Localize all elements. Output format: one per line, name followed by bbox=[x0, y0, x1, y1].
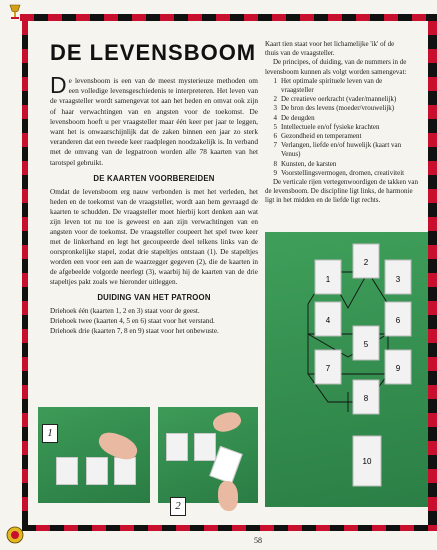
drop-cap: D bbox=[50, 72, 67, 98]
triangle-line-2: Driehoek twee (kaarten 4, 5 en 6) staat voor het verstand. bbox=[50, 316, 215, 325]
closing-text-line: De verticale rijen vertegenwoordigen de takken van bbox=[273, 178, 418, 187]
right-text-line: De principes, of duiding, van de nummers in de bbox=[273, 58, 407, 67]
list-item: 8 Kunsten, de karsten bbox=[273, 159, 337, 168]
page-number: 58 bbox=[254, 536, 262, 545]
right-text-line: thuis van de vraagsteller. bbox=[265, 49, 335, 58]
left-column bbox=[50, 40, 258, 336]
frame-border-right bbox=[428, 21, 437, 525]
right-text-line: levensboom kunnen als volgt worden samengevat: bbox=[265, 67, 407, 76]
section-heading-interpretation: DUIDING VAN HET PATROON bbox=[97, 292, 211, 302]
tarot-card-7 bbox=[315, 350, 341, 384]
list-item: 4 De deugden bbox=[273, 113, 315, 122]
list-item: 5 Intellectuele en/of fysieke krachten bbox=[273, 122, 380, 131]
tarot-card-4 bbox=[315, 302, 341, 336]
tarot-card-8 bbox=[353, 380, 379, 414]
closing-text-line: de levensboom. De discipline ligt links, de harmonie bbox=[265, 187, 413, 196]
triangle-line-3: Driehoek drie (kaarten 7, 8 en 9) staat voor het onbewuste. bbox=[50, 326, 219, 335]
svg-text:3: 3 bbox=[395, 275, 401, 284]
numbered-list bbox=[265, 77, 428, 178]
step-label-2: 2 bbox=[170, 497, 186, 516]
svg-text:2: 2 bbox=[363, 258, 369, 267]
hand-illustration bbox=[211, 409, 243, 435]
section-heading-preparation: DE KAARTEN VOORBEREIDEN bbox=[93, 173, 215, 183]
photo-cutting-deck bbox=[38, 407, 150, 503]
goblet-icon bbox=[8, 4, 22, 20]
tarot-card-2 bbox=[353, 244, 379, 278]
closing-text-line: ligt in het midden en de liefde ligt rechts. bbox=[265, 196, 381, 205]
frame-border-bottom bbox=[22, 525, 437, 531]
frame-border-top bbox=[20, 14, 437, 21]
hand-illustration bbox=[218, 481, 238, 511]
list-item: 6 Gezondheid en temperament bbox=[273, 132, 362, 141]
tree-of-life-layout-photo bbox=[265, 232, 428, 507]
right-text-line: Kaart tien staat voor het lichamelijke 'ik' of de bbox=[265, 40, 395, 48]
tarot-card-3 bbox=[385, 260, 411, 294]
svg-text:5: 5 bbox=[363, 340, 369, 349]
card-pile bbox=[114, 457, 136, 485]
svg-text:8: 8 bbox=[363, 394, 369, 403]
list-item: 3 De bron des levens (moeder/vrouwelijk) bbox=[273, 104, 395, 113]
tarot-card-6 bbox=[385, 302, 411, 336]
card-pile bbox=[56, 457, 78, 485]
intro-text: e levensboom is een van de meest mysterieuze methoden om een volledige levensgeschiedenis te interpreteren. Het leven van de vraagsteller wordt samengevat tot aan het heden en omvat ook zijn of haar verwachtingen van en angsten voor de toekomst. De levensboom hoeft u per vraagsteller maar één keer per jaar te leggen, want het is onwaarschijnlijk dat de zaken binnen een jaar zo sterk veranderen dat een tweede keer raadplegen noodzakelijk is. In verband met de omvang van de legpatroon worden alle 78 kaarten van het tarotspel gebruikt. bbox=[50, 76, 258, 167]
right-column bbox=[265, 40, 428, 206]
photo-handing-piles bbox=[158, 407, 258, 503]
svg-text:10: 10 bbox=[362, 457, 372, 466]
card-pile bbox=[166, 433, 188, 461]
svg-text:4: 4 bbox=[325, 316, 331, 325]
frame-border-left bbox=[22, 21, 28, 525]
triangle-line-1: Driehoek één (kaarten 1, 2 en 3) staat voor de geest. bbox=[50, 306, 200, 315]
list-item: 9 Voorstellingsvermogen, dromen, creativiteit bbox=[273, 168, 405, 177]
tarot-card-1 bbox=[315, 260, 341, 294]
svg-text:7: 7 bbox=[325, 364, 331, 373]
list-item-continuation: vraagsteller bbox=[281, 86, 314, 95]
intro-paragraph bbox=[50, 72, 258, 168]
tarot-card-5 bbox=[353, 326, 379, 360]
svg-text:6: 6 bbox=[395, 316, 401, 325]
list-item: 1 Het optimale spirituele leven van de bbox=[273, 76, 383, 85]
card-pile bbox=[86, 457, 108, 485]
tree-of-life-diagram bbox=[265, 232, 428, 507]
tarot-card-10 bbox=[353, 436, 381, 486]
tarot-card-9 bbox=[385, 350, 411, 384]
svg-text:9: 9 bbox=[395, 364, 401, 373]
list-item: 2 De creatieve oerkracht (vader/mannelijk) bbox=[273, 95, 397, 104]
preparation-paragraph: Omdat de levensboom erg nauw verbonden is met het verleden, het heden en de toekomst van de vraagsteller, wordt aan hem gevraagd de kaarten te schudden. De vraagsteller moet hierbij kort denken aan wat zijn leven tot nu toe is geweest en aan zijn verwachtingen van en angsten voor de toekomst. De vraagsteller coupeert het spel twee keer met de linkerhand en legt het gecoupeerde deel telkens links van de oorspronkelijke stapel, zodat drie stapeltjes ontstaan (1). De stapeltjes worden een voor een aan de waarzegger gegeven (2), die de kaarten in de afgebeelde volgorde neerlegt (3), waarbij hij de kaarten van de drie stapeltjes pakt zoals we hieronder uitleggen. bbox=[50, 187, 258, 286]
page-title: DE LEVENSBOOM bbox=[50, 40, 257, 65]
sun-emblem-icon bbox=[6, 526, 24, 544]
list-item: 7 Verlangen, liefde en/of huwelijk (kaart van bbox=[273, 141, 402, 150]
svg-text:1: 1 bbox=[325, 275, 331, 284]
list-item-continuation: Venus) bbox=[281, 150, 301, 159]
card-pile bbox=[194, 433, 216, 461]
step-label-1: 1 bbox=[42, 424, 58, 443]
